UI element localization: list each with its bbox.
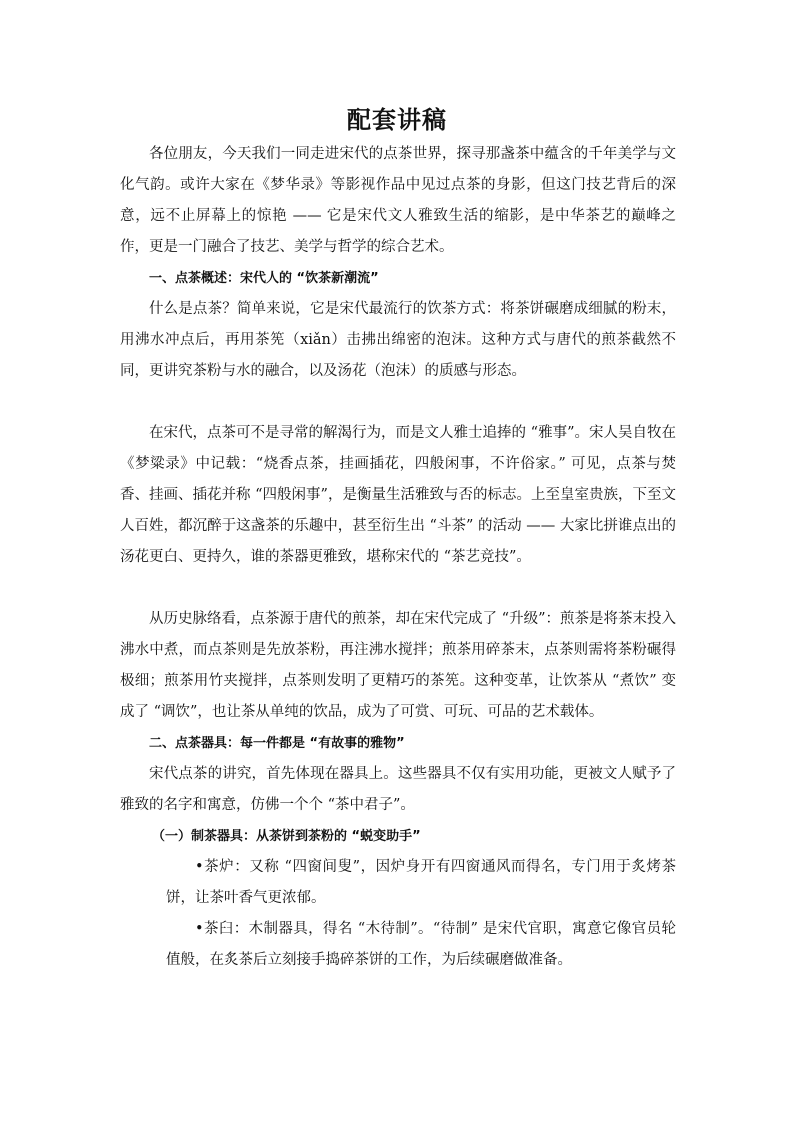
section-heading-utensils: 二、点茶器具：每一件都是 “有故事的雅物”: [149, 736, 405, 751]
paragraph-gap: [120, 387, 676, 418]
intro-paragraph: 各位朋友，今天我们一同走进宋代的点茶世界，探寻那盏茶中蕴含的千年美学与文化气韵。或许大家在《梦华录》等影视作品中见过点茶的身影，但这门技艺背后的深意，远不止屏幕上的惊艳 —— 它是宋代文人雅致生活的缩影，是中华茶艺的巅峰之作，更是一门融合了技艺、美学与哲学的综合艺术。: [120, 146, 676, 255]
bullet-icon: •: [195, 921, 204, 937]
page-title: 配套讲稿: [347, 106, 447, 134]
section-heading-overview: 一、点茶概述：宋代人的 “饮茶新潮流”: [149, 271, 379, 286]
utensils-paragraph-1: 宋代点茶的讲究，首先体现在器具上。这些器具不仅有实用功能，更被文人赋予了雅致的名字和寓意，仿佛一个个 “茶中君子”。: [120, 766, 676, 813]
list-item-text: 茶炉：又称 “四窗间叟”，因炉身开有四窗通风而得名，专门用于炙烤茶饼，让茶叶香气更浓郁。: [166, 859, 676, 906]
list-item: [120, 914, 676, 976]
list-item: [120, 852, 676, 914]
overview-paragraph-2: 在宋代，点茶可不是寻常的解渴行为，而是文人雅士追捧的 “雅事”。宋人吴自牧在《梦粱录》中记载：“烧香点茶，挂画插花，四般闲事，不许俗家。” 可见，点茶与焚香、挂画、插花并称 “四般闲事”，是衡量生活雅致与否的标志。上至皇室贵族，下至文人百姓，都沉醉于这盏茶的乐趣中，甚至衍生出 “斗茶” 的活动 —— 大家比拼谁点出的汤花更白、更持久，谁的茶器更雅致，堪称宋代的 “茶艺竞技”。: [120, 425, 676, 565]
overview-paragraph-1: 什么是点茶？简单来说，它是宋代最流行的饮茶方式：将茶饼碾磨成细腻的粉末，用沸水冲点后，再用茶筅（xiǎn）击拂出绵密的泡沫。这种方式与唐代的煎茶截然不同，更讲究茶粉与水的融合，以及汤花（泡沫）的质感与形态。: [120, 301, 676, 379]
paragraph-gap: [120, 573, 676, 604]
subsection-heading-tea-making-tools: （一）制茶器具：从茶饼到茶粉的 “蜕变助手”: [152, 829, 421, 844]
list-item-text: 茶臼：木制器具，得名 “木待制”。“待制” 是宋代官职，寓意它像官员轮值般，在炙茶后立刻接手捣碎茶饼的工作，为后续碾磨做准备。: [166, 921, 676, 968]
document-body: [120, 139, 676, 976]
overview-paragraph-3: 从历史脉络看，点茶源于唐代的煎茶，却在宋代完成了 “升级”：煎茶是将茶末投入沸水中煮，而点茶则是先放茶粉，再注沸水搅拌；煎茶用碎茶末，点茶则需将茶粉碾得极细；煎茶用竹夹搅拌，点茶则发明了更精巧的茶筅。这种变革，让饮茶从 “煮饮” 变成了 “调饮”，也让茶从单纯的饮品，成为了可赏、可玩、可品的艺术载体。: [120, 611, 676, 720]
bullet-icon: •: [195, 859, 204, 875]
